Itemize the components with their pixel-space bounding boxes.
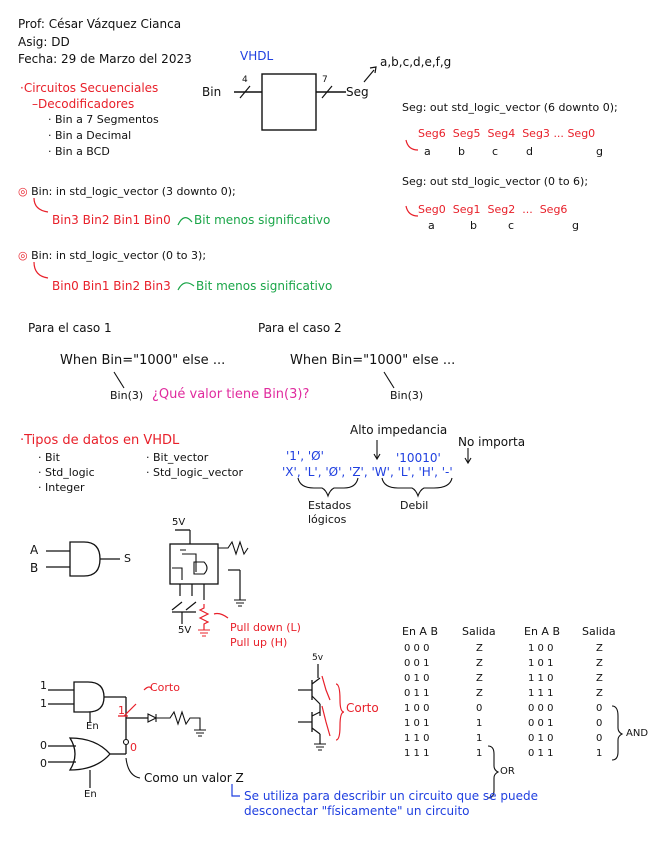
input-b: B [30,561,39,575]
lsb-note: Bit menos significativo [194,213,331,227]
vcc-label: 5V [178,625,192,636]
seg-letter: b [458,145,465,158]
case-1-title: Para el caso 1 [28,321,112,335]
input-1: 1 [40,697,47,710]
type-item: · Std_logic_vector [146,466,244,479]
seg-decl-downto: Seg: out std_logic_vector (6 downto 0); [402,101,618,114]
table-row: 1 1 0 [528,673,554,684]
tt-header: Salida [582,625,616,638]
when-2: When Bin="1000" else ... [290,353,456,368]
short-label: Corto [150,681,180,694]
bit-values: '1', 'Ø' [286,449,324,463]
table-cell: Z [596,658,603,669]
entity-box [262,74,316,130]
footer-line-1: Se utiliza para describir un circuito que se puede [244,789,538,803]
table-cell: Z [596,643,603,654]
table-cell: Z [596,673,603,684]
enable-label: En [86,721,99,732]
table-cell: Z [596,688,603,699]
pull-up-label: Pull up (H) [230,636,288,649]
out-0-label: 0 [130,741,137,754]
out-1-label: 1 [118,704,125,717]
seg-letter: a [424,145,431,158]
table-cell: 1 [596,748,603,759]
table-row: 0 0 1 [528,718,554,729]
question: ¿Qué valor tiene Bin(3)? [152,387,310,402]
high-impedance-label: Alto impedancia [350,423,448,437]
table-cell: 0 [596,718,603,729]
vector-example: '10010' [396,451,441,465]
bin-decl-to: ◎ Bin: in std_logic_vector (0 to 3); [18,249,207,262]
topic-item: · Bin a BCD [48,145,110,158]
table-cell: Z [476,643,483,654]
table-cell: Z [476,688,483,699]
bin-row-downto: Bin3 Bin2 Bin1 Bin0 [52,213,171,227]
table-cell: Z [476,673,483,684]
when-1: When Bin="1000" else ... [60,353,226,368]
professor-line: Prof: César Vázquez Cianca [18,17,182,31]
bin-port-label: Bin [202,85,222,99]
table-row: 0 0 0 [404,643,430,654]
pull-down-label: Pull down (L) [230,621,301,634]
table-row: 0 1 1 [404,688,430,699]
table-cell: 1 [476,748,483,759]
input-0: 0 [40,757,47,770]
seg-letter: c [508,219,515,232]
or-label: OR [500,766,515,777]
seg-letter: g [572,219,579,232]
bin3-label-2: Bin(3) [390,389,424,402]
case-2-title: Para el caso 2 [258,321,342,335]
tt-header: En A B [402,625,438,638]
vhdl-label: VHDL [240,49,274,63]
bin3-label-1: Bin(3) [110,389,144,402]
logicos-label: lógicos [308,513,347,526]
table-row: 1 0 0 [404,703,430,714]
short-label: Corto [346,701,379,715]
table-row: 1 1 1 [528,688,554,699]
table-row: 1 0 1 [404,718,430,729]
table-row: 1 0 0 [528,643,554,654]
type-item: · Bit [38,451,60,464]
table-row: 0 0 1 [404,658,430,669]
seg-letter: b [470,219,477,232]
type-item: · Integer [38,481,85,494]
table-row: 1 1 1 [404,748,430,759]
topic-sequential: ·Circuitos Secuenciales [20,81,159,95]
tt-header: Salida [462,625,496,638]
table-row: 1 0 1 [528,658,554,669]
table-cell: 0 [476,703,483,714]
table-cell: 1 [476,733,483,744]
seg-letter: a [428,219,435,232]
debil-label: Debil [400,499,429,512]
type-item: · Std_logic [38,466,95,479]
topic-item: · Bin a 7 Segmentos [48,113,159,126]
dont-care-label: No importa [458,435,526,449]
table-row: 0 1 0 [528,733,554,744]
topic-item: · Bin a Decimal [48,129,132,142]
input-0: 0 [40,739,47,752]
table-row: 0 1 0 [404,673,430,684]
table-cell: 1 [476,718,483,729]
seg-decl-to: Seg: out std_logic_vector (0 to 6); [402,175,589,188]
and-label: AND [626,728,649,739]
table-cell: Z [476,658,483,669]
seg-letter: g [596,145,603,158]
date-line: Fecha: 29 de Marzo del 2023 [18,52,192,66]
table-cell: 0 [596,703,603,714]
tt-header: En A B [524,625,560,638]
vcc-label: 5v [312,653,324,663]
table-row: 0 0 0 [528,703,554,714]
seg-letter: c [492,145,499,158]
input-a: A [30,543,39,557]
seg-port-label: Seg [346,85,369,99]
bin-row-to: Bin0 Bin1 Bin2 Bin3 [52,279,171,293]
types-title: ·Tipos de datos en VHDL [20,433,180,448]
vcc-label: 5V [172,517,186,528]
topic-decoders: –Decodificadores [32,97,135,111]
estados-label: Estados [308,499,352,512]
subject-line: Asig: DD [18,35,70,49]
z-value-note: Como un valor Z [144,771,244,785]
or-gate-tristate [70,738,110,770]
seg-row-to: Seg0 Seg1 Seg2 ... Seg6 [418,203,568,216]
enable-label: En [84,789,97,800]
input-1: 1 [40,679,47,692]
seg-letter: d [526,145,533,158]
seg-row-downto: Seg6 Seg5 Seg4 Seg3 ... Seg0 [418,127,596,140]
table-cell: 0 [596,733,603,744]
bin-decl-downto: ◎ Bin: in std_logic_vector (3 downto 0); [18,185,236,198]
table-row: 1 1 0 [404,733,430,744]
footer-line-2: desconectar "físicamente" un circuito [244,804,470,818]
seg-width: 7 [322,75,328,85]
segment-letters: a,b,c,d,e,f,g [380,55,452,69]
bin-width: 4 [242,75,248,85]
and-gate-tristate [74,682,104,712]
table-row: 0 1 1 [528,748,554,759]
std-logic-values: 'X', 'L', 'Ø', 'Z', 'W', 'L', 'H', '-' [282,465,453,479]
and-gate [70,542,100,576]
type-item: · Bit_vector [146,451,209,464]
lsb-note: Bit menos significativo [196,279,333,293]
output-s: S [124,552,131,565]
